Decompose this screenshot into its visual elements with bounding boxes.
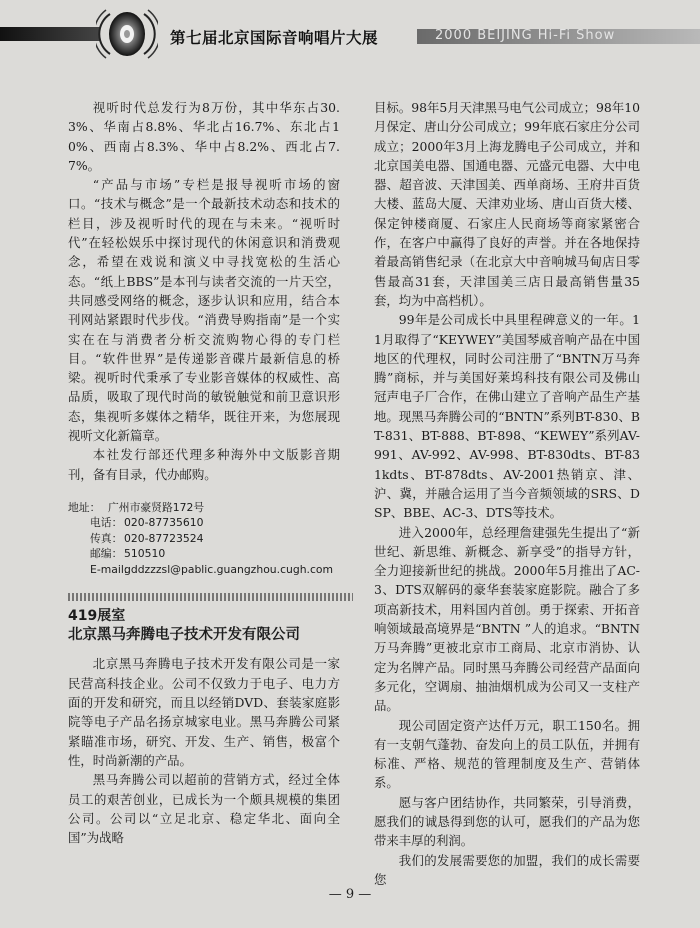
header-title: 第七届北京国际音响唱片大展 xyxy=(170,29,379,47)
address-row xyxy=(68,500,340,516)
paragraph: 视听时代总发行为8万份，其中华东占30.3%、华南占8.8%、华北占16.7%、东北占10%、西南占8.3%、华中占8.2%、西北占7.7%。 xyxy=(68,100,340,173)
email-label: E-mail: xyxy=(90,562,128,576)
paragraph: 愿与客户团结协作，共同繁荣，引导消费，愿我们的诚恳得到您的认可，愿我们的产品为您带来丰厚的利润。 xyxy=(374,794,640,849)
paragraph: 现公司固定资产达仟万元，职工150名。拥有一支朝气蓬勃、奋发向上的员工队伍，并拥有标准、严格、规范的管理制度及生产、营销体系。 xyxy=(374,717,640,791)
section-heading xyxy=(68,607,340,645)
postcode-label: 邮编： xyxy=(90,547,123,561)
tel-value: 020-87735610 xyxy=(124,516,204,530)
section-divider xyxy=(68,593,353,601)
fax-label: 传真： xyxy=(90,531,123,545)
email-row xyxy=(68,562,340,578)
speaker-icon xyxy=(96,6,158,62)
page-number: — 9 — xyxy=(328,887,372,902)
paragraph: 我们的发展需要您的加盟，我们的成长需要您 xyxy=(374,852,640,887)
address-label: 地址： xyxy=(68,500,101,514)
paragraph: 99年是公司成长中具里程碑意义的一年。11月取得了“KEYWEY”美国琴威音响产品在中国地区的代理权，同时公司注册了“BNTN万马奔腾”商标，并与美国好莱坞科技有限公司及佛山冠声电子厂合作，在佛山建立了音响产品生产基地。现黑马奔腾公司的“BNTN”系列BT-830、BT-831、BT-888、BT-898、“KEWEY”系列AV-991、AV-992、AV-998、BT-830dts、BT-831kdts、BT-878dts、AV-2001热销京、津、沪、冀，并融合运用了当今音频领域的SRS、DSP、BBE、AC-3、DTS等技术。 xyxy=(374,312,640,521)
paragraph: 黑马奔腾公司以超前的营销方式，经过全体员工的艰苦创业，已成长为一个颇具规模的集团公司。公司以“立足北京、稳定华北、面向全国”为战略 xyxy=(68,772,340,846)
company-body xyxy=(68,654,340,847)
paragraph: 目标。98年5月天津黑马电气公司成立；98年10月保定、唐山分公司成立；99年底石家庄分公司成立；2000年3月上海龙腾电子公司成立，并和北京国美电器、国通电器、元盛元电器、大中电器、超音波、天津国美、西单商场、王府井百货大楼、蓝岛大厦、天津劝业场、唐山百货大楼、保定钟楼商厦、石家庄人民商场等商家紧密合作，在客户中赢得了良好的声誉。并在各地保持着最高销售纪录（在北京大中音响城马甸店日零售最高31套，天津国美三店日最高销售量35套，均为中高档机）。 xyxy=(374,100,640,308)
postcode-row xyxy=(68,546,340,562)
left-column xyxy=(68,98,340,847)
page-header xyxy=(0,0,700,70)
paragraph: 本社发行部还代理多种海外中文版影音期刊，备有目录，代办邮购。 xyxy=(68,447,340,482)
header-subtitle-en: 2000 BEIJING Hi-Fi Show xyxy=(435,29,616,43)
address-block xyxy=(68,500,340,578)
header-bar-left xyxy=(0,27,100,41)
right-column xyxy=(374,98,640,889)
company-name: 北京黑马奔腾电子技术开发有限公司 xyxy=(68,627,300,644)
header-bar-right xyxy=(417,29,700,44)
postcode-value: 510510 xyxy=(124,547,166,561)
email-value: gddzzzsl@pablic.guangzhou.cugh.com xyxy=(124,562,334,576)
paragraph: 进入2000年，总经理詹建强先生提出了“新世纪、新思维、新概念、新享受”的指导方针，全力迎接新世纪的挑战。2000年5月推出了AC-3、DTS双解码的豪华套装家庭影院。融合了多项高新技术，用料国内首创。勇于探索、开拓音响领域最高境界是“BNTN ”人的追求。“BNTN万马奔腾”更被北京市工商局、北京市消协、认定为名牌产品。同时黑马奔腾公司经营产品面向多元化，空调扇、抽油烟机成为公司又一支柱产品。 xyxy=(374,524,640,714)
fax-row xyxy=(68,531,340,547)
tel-row xyxy=(68,515,340,531)
tel-label: 电话： xyxy=(90,516,123,530)
fax-value: 020-87723524 xyxy=(124,531,204,545)
exhibition-room: 419展室 xyxy=(68,608,126,625)
paragraph: “产品与市场”专栏是报导视听市场的窗口。“技术与概念”是一个最新技术动态和技术的栏目，涉及视听时代的现在与未来。“视听时代”在轻松娱乐中探讨现代的休闲意识和消费观念，希望在戏说和演义中寻找宽松的生活心态。“纸上BBS”是本刊与读者交流的一片天空，共同感受网络的概念，逐步认识和应用，结合本刊网站紧跟时代步伐。“消费导购指南”是一个实实在在与消费者分析交流购物心得的专门栏目。“软件世界”是传递影音碟片最新信息的桥梁。视听时代秉承了专业影音媒体的权威性、高品质，吸取了现代时尚的敏锐触觉和前卫意识形态，集视听多媒体之精华，既往开来，为您展现视听文化新篇章。 xyxy=(68,177,340,444)
address-value: 广州市豪贤路172号 xyxy=(108,500,205,514)
paragraph: 北京黑马奔腾电子技术开发有限公司是一家民营高科技企业。公司不仅致力于电子、电力方面的开发和研究，而且以经销DVD、套装家庭影院等电子产品名扬京城家电业。黑马奔腾公司紧紧瞄准市场，研究、开发、生产、销售，极富个性，时尚新潮的产品。 xyxy=(68,656,340,768)
